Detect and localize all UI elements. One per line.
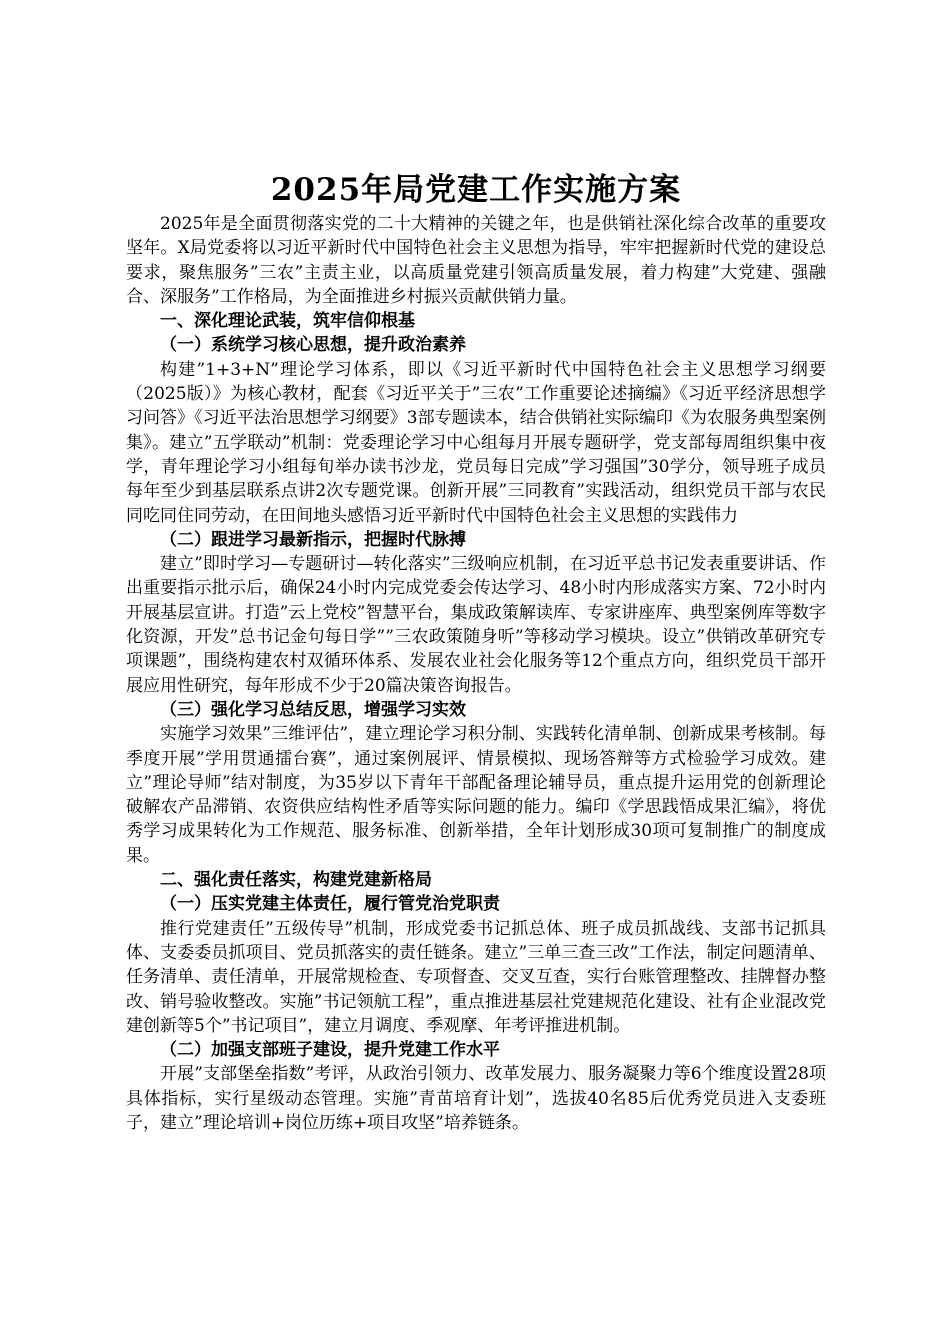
section-1-2-heading: （二）跟进学习最新指示，把握时代脉搏 [160, 529, 466, 550]
section-2-heading: 二、强化责任落实，构建党建新格局 [160, 870, 432, 891]
document-page [126, 170, 826, 1135]
document-title: 2025年局党建工作实施方案 [270, 172, 682, 208]
section-2-2-body: 开展”支部堡垒指数”考评，从政治引领力、改革发展力、服务凝聚力等6个维度设置28项具体指标，实行星级动态管理。实施”青苗培育计划”，选拔40名85后优秀党员进入支委班子，建立”理论培训+岗位历练+项目攻坚”培养链条。 [126, 1064, 826, 1133]
intro-paragraph: 2025年是全面贯彻落实党的二十大精神的关键之年，也是供销社深化综合改革的重要攻坚年。X局党委将以习近平新时代中国特色社会主义思想为指导，牢牢把握新时代党的建设总要求，聚焦服务”三农”主责主业，以高质量党建引领高质量发展，着力构建”大党建、强融合、深服务”工作格局，为全面推进乡村振兴贡献供销力量。 [126, 214, 826, 307]
section-1-2-body: 建立”即时学习—专题研讨—转化落实”三级响应机制，在习近平总书记发表重要讲话、作出重要指示批示后，确保24小时内完成党委会传达学习、48小时内形成落实方案、72小时内开展基层宣讲。打造”云上党校”智慧平台，集成政策解读库、专家讲座库、典型案例库等数字化资源，开发”总书记金句每日学””三农政策随身听”等移动学习模块。设立”供销改革研究专项课题”，围绕构建农村双循环体系、发展农业社会化服务等12个重点方向，组织党员干部开展应用性研究，每年形成不少于20篇决策咨询报告。 [126, 554, 826, 696]
section-1-heading: 一、深化理论武装，筑牢信仰根基 [160, 311, 415, 332]
section-2-2-heading: （二）加强支部班子建设，提升党建工作水平 [160, 1040, 500, 1061]
section-1-3-heading: （三）强化学习总结反思，增强学习实效 [160, 699, 466, 720]
section-2-1-body: 推行党建责任”五级传导”机制，形成党委书记抓总体、班子成员抓战线、支部书记抓具体、支委委员抓项目、党员抓落实的责任链条。建立”三单三查三改”工作法，制定问题清单、任务清单、责任清单，开展常规检查、专项督查、交叉互查，实行台账管理整改、挂牌督办整改、销号验收整改。实施”书记领航工程”，重点推进基层社党建规范化建设、社有企业混改党建创新等5个”书记项目”，建立月调度、季观摩、年考评推进机制。 [126, 918, 826, 1036]
section-1-1-heading: （一）系统学习核心思想，提升政治素养 [160, 335, 466, 356]
section-2-1-heading: （一）压实党建主体责任，履行管党治党职责 [160, 894, 500, 915]
section-1-1-body: 构建”1+3+N”理论学习体系，即以《习近平新时代中国特色社会主义思想学习纲要（2025版）》为核心教材，配套《习近平关于”三农”工作重要论述摘编》《习近平经济思想学习问答》《习近平法治思想学习纲要》3部专题读本，结合供销社实际编印《为农服务典型案例集》。建立”五学联动”机制：党委理论学习中心组每月开展专题研学，党支部每周组织集中夜学，青年理论学习小组每旬举办读书沙龙，党员每日完成”学习强国”30学分，领导班子成员每年至少到基层联系点讲2次专题党课。创新开展”三同教育”实践活动，组织党员干部与农民同吃同住同劳动，在田间地头感悟习近平新时代中国特色社会主义思想的实践伟力 [126, 359, 826, 526]
section-1-3-body: 实施学习效果”三维评估”，建立理论学习积分制、实践转化清单制、创新成果考核制。每季度开展”学用贯通擂台赛”，通过案例展评、情景模拟、现场答辩等方式检验学习成效。建立”理论导师”结对制度，为35岁以下青年干部配备理论辅导员，重点提升运用党的创新理论破解农产品滞销、农资供应结构性矛盾等实际问题的能力。编印《学思践悟成果汇编》，将优秀学习成果转化为工作规范、服务标准、创新举措，全年计划形成30项可复制推广的制度成果。 [126, 724, 826, 866]
